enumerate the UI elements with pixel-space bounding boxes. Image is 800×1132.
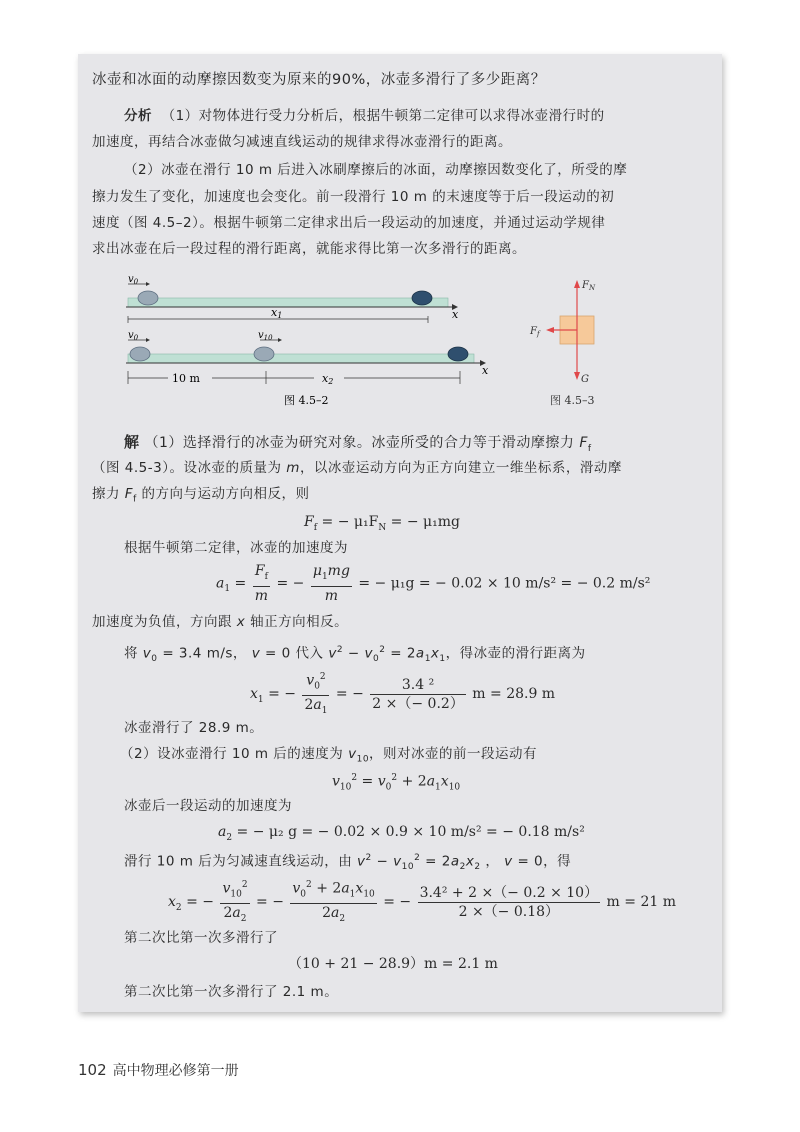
equation-acceleration-2: $a_2$ = − μ₂ g = − 0.02 × 0.9 × 10 m/s² = − 0.18 m/s² xyxy=(218,824,585,843)
g-label: G xyxy=(581,374,589,385)
normal-force-arrow xyxy=(574,280,580,288)
question-text: 冰壶和冰面的动摩擦因数变为原来的90%，冰壶多滑行了多少距离？ xyxy=(92,72,546,88)
solution-line-11: 第二次比第一次多滑行了 xyxy=(124,930,278,946)
solution-line-10: 滑行 10 m 后为匀减速直线运动，由 $v^2 - v_{10}^2 = 2a_2x_2$ ， v = 0，得 xyxy=(124,853,572,873)
analysis-line-5: 速度（图 4.5–2）。根据牛顿第二定律求出后一段运动的加速度，并通过运动学规律 xyxy=(92,215,606,231)
solution-line-12: 第二次比第一次多滑行了 2.1 m。 xyxy=(124,984,339,1000)
solution-line-5: 加速度为负值，方向跟 x 轴正方向相反。 xyxy=(92,614,349,630)
figure-4-5-3-caption: 图 4.5–3 xyxy=(550,394,595,407)
v0-label-top: $v_0$ xyxy=(128,276,139,286)
solution-line-8: （2）设冰壶滑行 10 m 后的速度为 $v_{10}$，则对冰壶的前一段运动有 xyxy=(120,746,538,765)
x1-label: x1 xyxy=(271,306,283,320)
solution-line-6: 将 $v_0 = 3.4$ m/s， v = 0 代入 $v^2 - v_0^2 = 2a_1x_1$，得冰壶的滑行距离为 xyxy=(124,645,586,665)
svg-text:x: x xyxy=(482,364,489,377)
equation-distance-1: $x_1$ = − $\frac{v_0^2}{2a_1}$ = − $\frac{\text{3.4 ²}}{2 \times(- 0.2)}$ m = 28.9 m xyxy=(250,668,555,720)
equation-difference: （10 + 21 − 28.9）m = 2.1 m xyxy=(288,956,498,972)
fn-label: $F_N$ xyxy=(582,280,596,292)
analysis-label: 分析 xyxy=(124,108,152,124)
friction-arrow xyxy=(546,327,554,333)
analysis-line-4: 擦力发生了变化，加速度也会变化。前一段滑行 10 m 的末速度等于后一段运动的初 xyxy=(92,189,615,205)
analysis-line-6: 求出冰壶在后一段过程的滑行距离，就能求得比第一次多滑行的距离。 xyxy=(92,241,526,257)
analysis-line-3: （2）冰壶在滑行 10 m 后进入冰刷摩擦后的冰面，动摩擦因数变化了，所受的摩 xyxy=(124,162,628,178)
ff-label: $F_f$ xyxy=(530,326,540,338)
page-footer xyxy=(78,1060,239,1080)
book-title: 高中物理必修第一册 xyxy=(112,1063,239,1079)
v0-label-bottom: $v_0$ xyxy=(128,330,139,342)
curling-stone-start xyxy=(138,291,158,305)
solution-line-3: 擦力 $F_f$ 的方向与运动方向相反，则 xyxy=(92,486,310,505)
equation-acceleration-1: $a_1$ = $\frac{F_f}{m}$ = − $\frac{\mu_1mg}{m}$ = − μ₁g = − 0.02 × 10 m/s² = − 0.2 m/s² xyxy=(216,563,651,604)
curling-stone-end xyxy=(412,291,432,305)
equation-distance-2: $x_2$ = − $\frac{v_{10}^2}{2a_2}$ = − $\frac{v_0^2 + 2a_1x_{10}}{2a_2}$ = − $\frac{\text{3.4² + 2 ×（− 0.2 × 10）}}{2 \times(- 0.18)}$ m = 21 m xyxy=(168,876,676,928)
figure-4-5-2-caption: 图 4.5–2 xyxy=(284,394,329,407)
equation-v10: $v_{10}^2 = v_0^2 + 2a_1x_{10}$ xyxy=(332,773,461,793)
label-10m: 10 m xyxy=(172,372,200,385)
solution-line-1: 解 （1）选择滑行的冰壶为研究对象。冰壶所受的合力等于滑动摩擦力 $F_f$ xyxy=(124,433,592,454)
solution-line-7: 冰壶滑行了 28.9 m。 xyxy=(124,720,264,736)
x2-label: x2 xyxy=(322,372,334,386)
solution-line-2: （图 4.5-3）。设冰壶的质量为 m，以冰壶运动方向为正方向建立一维坐标系，滑动摩 xyxy=(92,460,622,476)
figure-4-5-3 xyxy=(526,276,626,412)
analysis-line-2: 加速度，再结合冰壶做匀减速直线运动的规律求得冰壶滑行的距离。 xyxy=(92,134,512,150)
solution-line-4: 根据牛顿第二定律，冰壶的加速度为 xyxy=(124,540,348,556)
page-number: 102 xyxy=(78,1061,107,1079)
figure-4-5-2 xyxy=(118,276,508,412)
solution-label: 解 xyxy=(124,433,140,451)
solution-line-9: 冰壶后一段运动的加速度为 xyxy=(124,798,292,814)
equation-friction: $F_f$ = − $\mu_1F_N$ = − μ₁mg xyxy=(304,514,460,533)
axis-x-label: x xyxy=(452,308,459,321)
gravity-arrow xyxy=(574,372,580,380)
v10-label: $v_{10}$ xyxy=(258,330,273,342)
analysis-line-1: 分析 （1）对物体进行受力分析后，根据牛顿第二定律可以求得冰壶滑行时的 xyxy=(124,108,605,124)
